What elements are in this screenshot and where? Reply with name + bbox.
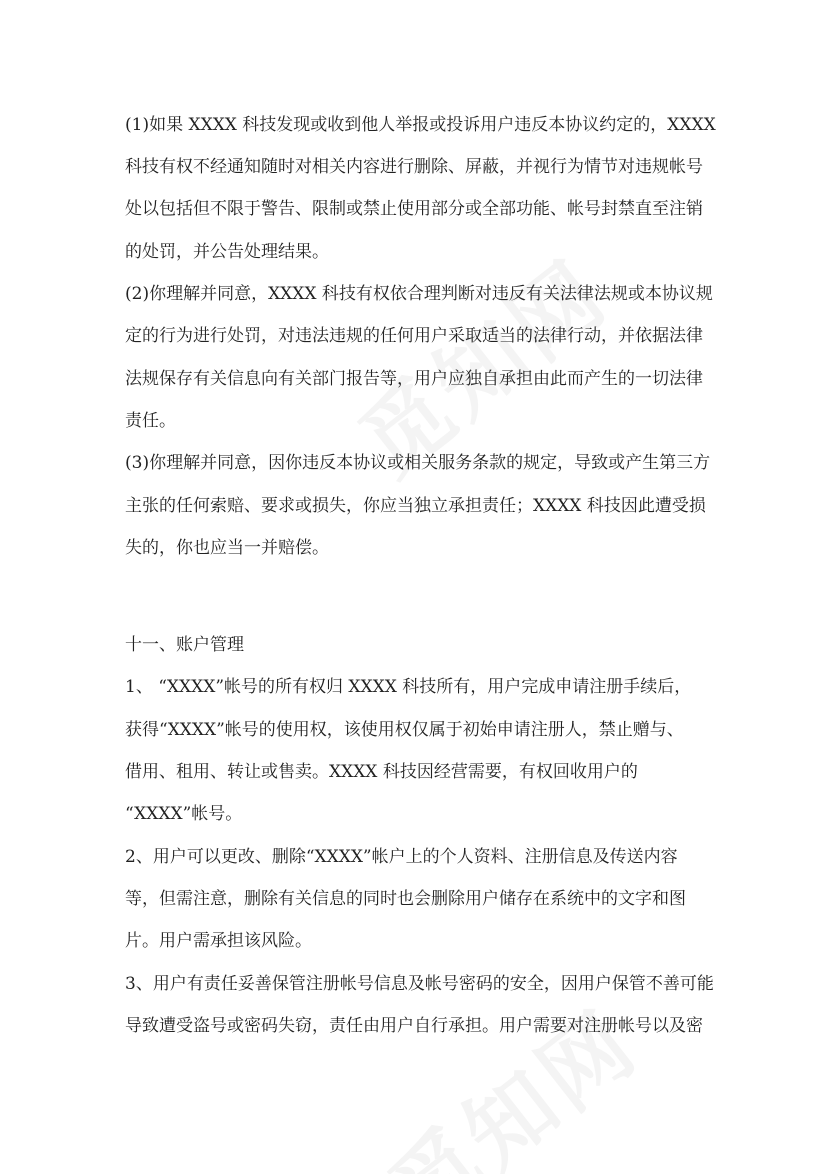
- paragraph-line: 主张的任何索赔、要求或损失，你应当独立承担责任；XXXX 科技因此遭受损: [125, 496, 706, 516]
- paragraph-line: 片。用户需承担该风险。: [125, 931, 312, 951]
- paragraph-line: (1)如果 XXXX 科技发现或收到他人举报或投诉用户违反本协议约定的，XXXX: [125, 115, 716, 135]
- paragraph-line: 1、 “XXXX”帐号的所有权归 XXXX 科技所有，用户完成申请注册手续后，: [125, 677, 692, 697]
- paragraph-line: 处以包括但不限于警告、限制或禁止使用部分或全部功能、帐号封禁直至注销: [125, 199, 703, 219]
- watermark-bottom: [360, 976, 660, 1174]
- paragraph-line: 获得“XXXX”帐号的使用权，该使用权仅属于初始申请注册人，禁止赠与、: [125, 720, 684, 740]
- paragraph-line: 3、用户有责任妥善保管注册帐号信息及帐号密码的安全，因用户保管不善可能: [125, 974, 714, 994]
- paragraph-line: 定的行为进行处罚，对违法违规的任何用户采取适当的法律行动，并依据法律: [125, 326, 703, 346]
- paragraph-line: 失的，你也应当一并赔偿。: [125, 538, 329, 558]
- paragraph-line: (2)你理解并同意，XXXX 科技有权依合理判断对违反有关法律法规或本协议规: [125, 284, 713, 304]
- paragraph-line: (3)你理解并同意，因你违反本协议或相关服务条款的规定，导致或产生第三方: [125, 453, 711, 473]
- paragraph-line: 责任。: [125, 411, 176, 431]
- paragraph-line: 法规保存有关信息向有关部门报告等，用户应独自承担由此而产生的一切法律: [125, 369, 703, 389]
- paragraph-line: 等，但需注意，删除有关信息的同时也会删除用户储存在系统中的文字和图: [125, 889, 686, 909]
- section-heading: 十一、账户管理: [125, 635, 244, 655]
- paragraph-line: 2、用户可以更改、删除“XXXX”帐户上的个人资料、注册信息及传送内容: [125, 847, 678, 867]
- paragraph-line: 导致遭受盗号或密码失窃，责任由用户自行承担。用户需要对注册帐号以及密: [125, 1016, 703, 1036]
- paragraph-line: 的处罚，并公告处理结果。: [125, 242, 329, 262]
- paragraph-line: 科技有权不经通知随时对相关内容进行删除、屏蔽，并视行为情节对违规帐号: [125, 157, 703, 177]
- paragraph-line: 借用、租用、转让或售卖。XXXX 科技因经营需要，有权回收用户的: [125, 762, 638, 782]
- paragraph-line: “XXXX”帐号。: [125, 804, 243, 824]
